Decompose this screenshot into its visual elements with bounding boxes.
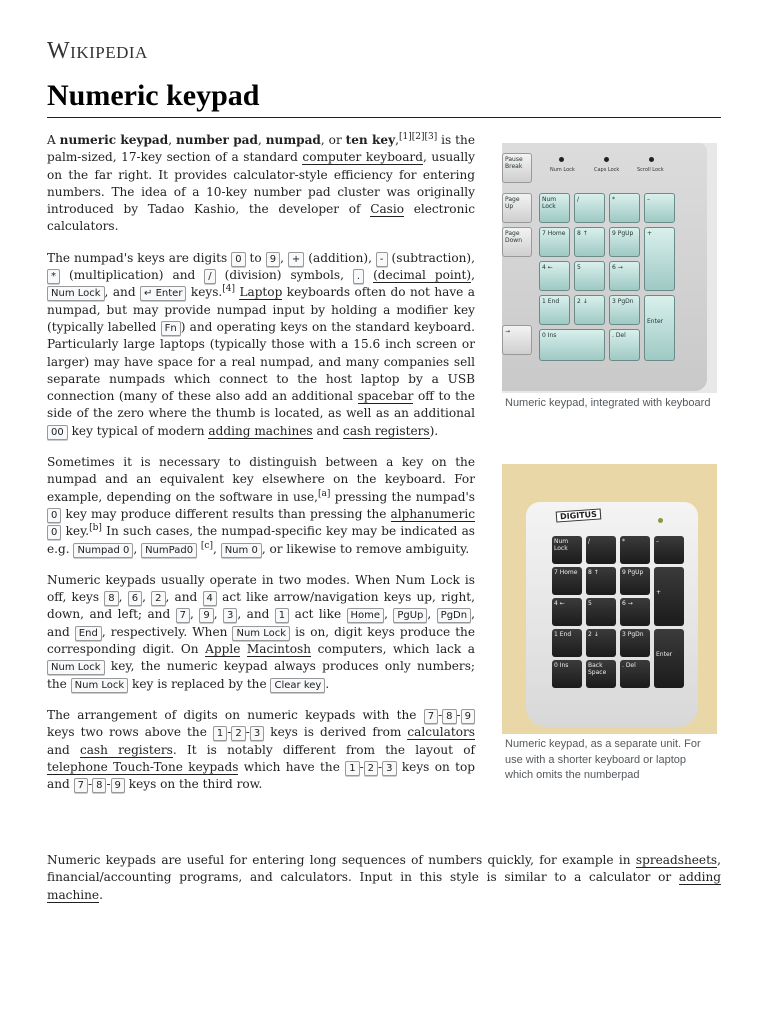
paragraph-uses: Numeric keypads are useful for entering long sequences of numbers quickly, for example in spreadsheets, financial/accounting programs, and calculators. Input in this style is similar to a calculator or adding machine. [47, 853, 721, 902]
article-body [47, 132, 475, 807]
link-calculators[interactable]: calculators [407, 725, 475, 740]
paragraph-ambiguity: Sometimes it is necessary to distinguish between a key on the numpad and an equivalent key elsewhere on the keyboard. For example, depending on the software in use,[a] pressing the numpad's 0 key may produce different results than pressing the alphanumeric 0 key.[b] In such cases, the numpad-specific key may be indicated as e.g. Numpad 0 , NumPad0 [c], Num 0 , or likewise to remove ambiguity. [47, 455, 475, 556]
key-8: 8 [442, 709, 456, 724]
key-minus: – [644, 193, 675, 223]
key-0: 0 [47, 508, 61, 523]
link-cash-registers[interactable]: cash registers [79, 742, 173, 757]
link-adding-machines[interactable]: adding machines [208, 423, 313, 438]
key-7: 7 [74, 778, 88, 793]
key-dot: . [353, 269, 364, 284]
led-label: Num Lock [550, 167, 575, 173]
key-7: 7 [176, 608, 190, 623]
key-slash: / [574, 193, 605, 223]
key-00: 00 [47, 425, 68, 440]
status-led [658, 518, 663, 523]
key-num-lock: Num Lock [47, 660, 105, 675]
key-star: * [47, 269, 60, 284]
key-0: 0 [47, 525, 61, 540]
reference-link[interactable]: [1][2][3] [399, 131, 438, 142]
key-star: * [609, 193, 640, 223]
key-pgdn: PgDn [437, 608, 471, 623]
key-8: 8 [92, 778, 106, 793]
link-laptop[interactable]: Laptop [239, 285, 283, 300]
link-cash-registers[interactable]: cash registers [343, 423, 430, 438]
key-numpad-0: Numpad 0 [73, 543, 133, 558]
key-7: 7 [424, 709, 438, 724]
key-4: 4 [203, 591, 217, 606]
key-minus: - [376, 252, 388, 267]
figure-caption: Numeric keypad, as a separate unit. For use with a shorter keyboard or laptop which omits the numberpad [505, 738, 701, 781]
key-num-lock: Num Lock [47, 286, 105, 301]
keyboard-photo[interactable] [502, 143, 717, 393]
key-8: 8 ↑ [586, 567, 616, 595]
key-plus: + [654, 567, 684, 626]
key-end: End [75, 626, 102, 641]
paragraph-keys: The numpad's keys are digits 0 to 9 , + (addition), - (subtraction), * (multiplication) and / (division) symbols, . (decimal point), Num Lock , and ↵ Enter keys.[4] Laptop keyboards often do not have a numpad, but may provide numpad input by holding a modifier key (typically labelled Fn ) and operating keys on the standard keyboard. Particularly large laptops (typically those with a 15.6 inch screen or larger) may have space for a real numpad, and many companies sell separate numpads which connect to the host laptop by a USB connection (many of these also add an additional spacebar off to the side of the zero where the thumb is located, as well as an additional 00 key typical of modern adding machines and cash registers). [47, 250, 475, 438]
key-enter: Enter [654, 629, 684, 688]
num-lock-led [559, 157, 564, 162]
key-backspace: Back Space [586, 660, 616, 688]
link-adding-machine[interactable]: adding machine [47, 870, 721, 902]
key-9: 9 PgUp [609, 227, 640, 257]
key-9: 9 [461, 709, 475, 724]
key-page-up: Page Up [502, 193, 532, 223]
key-8: 8 [104, 591, 118, 606]
key-1: 1 [213, 726, 227, 741]
key-5: 5 [574, 261, 605, 291]
page-title: Numeric keypad [47, 79, 260, 112]
led-label: Caps Lock [594, 167, 620, 173]
key-0: 0 Ins [539, 329, 605, 361]
key-numpad0: NumPad0 [141, 543, 197, 558]
note-link[interactable]: [a] [317, 488, 331, 499]
key-3: 3 PgDn [609, 295, 640, 325]
key-3: 3 [382, 761, 396, 776]
key-num-lock: Num Lock [552, 536, 582, 564]
key-0: 0 Ins [552, 660, 582, 688]
key-dot: . Del [620, 660, 650, 688]
key-2: 2 [364, 761, 378, 776]
key-3: 3 [250, 726, 264, 741]
key-num-0: Num 0 [221, 543, 262, 558]
key-star: * [620, 536, 650, 564]
key-pgup: PgUp [393, 608, 427, 623]
key-slash: / [204, 269, 215, 284]
key-clear: Clear key [270, 678, 325, 693]
key-2: 2 ↓ [574, 295, 605, 325]
key-minus: – [654, 536, 684, 564]
key-8: 8 ↑ [574, 227, 605, 257]
key-1: 1 [275, 608, 289, 623]
key-enter: ↵ Enter [140, 286, 186, 301]
key-6: 6 → [620, 598, 650, 626]
link-casio[interactable]: Casio [370, 202, 405, 217]
key-1: 1 End [539, 295, 570, 325]
paragraph-intro: A numeric keypad, number pad, numpad, or ten key,[1][2][3] is the palm-sized, 17-key section of a standard computer keyboard, usually on the far right. It provides calculator-style efficiency for entering numbers. The idea of a 10-key number pad cluster was originally introduced by Tadao Kashio, the developer of Casio electronic calculators. [47, 131, 475, 234]
keypad-photo[interactable] [502, 464, 717, 734]
key-6: 6 [128, 591, 142, 606]
key-3: 3 PgDn [620, 629, 650, 657]
key-2: 2 ↓ [586, 629, 616, 657]
link-spreadsheets[interactable]: spreadsheets [635, 853, 718, 867]
key-2: 2 [151, 591, 165, 606]
key-home: Home [347, 608, 385, 623]
key-9: 9 [199, 608, 213, 623]
key-2: 2 [231, 726, 245, 741]
link-computer-keyboard[interactable]: computer keyboard [302, 150, 423, 165]
key-slash: / [586, 536, 616, 564]
led-label: Scroll Lock [637, 167, 664, 173]
key-dot: . Del [609, 329, 640, 361]
key-arrow-right: → [502, 325, 532, 355]
key-num-lock: Num Lock [539, 193, 570, 223]
key-9: 9 [266, 252, 280, 267]
link-touch-tone[interactable]: telephone Touch-Tone keypads [47, 759, 239, 774]
caps-lock-led [604, 157, 609, 162]
figure-separate-keypad [502, 464, 717, 784]
figure-caption: Numeric keypad, integrated with keyboard [505, 397, 711, 409]
note-link[interactable]: [c] [200, 540, 213, 551]
paragraph-arrangement: The arrangement of digits on numeric keypads with the 7 - 8 - 9 keys two rows above the 1 - 2 - 3 keys is derived from calculators and cash registers. It is notably different from the layout of telephone Touch-Tone keypads which have the 1 - 2 - 3 keys on top and 7 - 8 - 9 keys on the third row. [47, 707, 476, 792]
note-link[interactable]: [b] [89, 523, 102, 534]
link-apple[interactable]: Apple [205, 642, 241, 657]
key-plus: + [288, 252, 304, 267]
scroll-lock-led [649, 157, 654, 162]
key-5: 5 [586, 598, 616, 626]
key-7: 7 Home [552, 567, 582, 595]
wikipedia-logo[interactable]: Wikipedia [47, 38, 148, 64]
link-alphanumeric[interactable]: alphanumeric [390, 506, 475, 521]
key-plus: + [644, 227, 675, 291]
figure-integrated-keyboard [502, 143, 717, 412]
key-1: 1 End [552, 629, 582, 657]
key-fn: Fn [161, 321, 181, 336]
key-num-lock: Num Lock [232, 626, 290, 641]
key-4: 4 ← [552, 598, 582, 626]
key-0: 0 [231, 252, 245, 267]
title-divider [47, 117, 721, 118]
key-9: 9 PgUp [620, 567, 650, 595]
key-pause: Pause Break [502, 153, 532, 183]
reference-link[interactable]: [4] [222, 284, 235, 295]
link-decimal-point[interactable]: (decimal point) [373, 268, 472, 283]
paragraph-modes: Numeric keypads usually operate in two modes. When Num Lock is off, keys 8 , 6 , 2 , and 4 act like arrow/navigation keys up, right, down, and left; and 7 , 9 , 3 , and 1 act like Home , PgUp , PgDn , and End , respectively. When Num Lock is on, digit keys produce the corresponding digit. On Apple Macintosh computers, which lack a Num Lock key, the numeric keypad always produces only numbers; the Num Lock key is replaced by the Clear key . [47, 572, 475, 691]
key-3: 3 [223, 608, 237, 623]
key-9: 9 [111, 778, 125, 793]
key-4: 4 ← [539, 261, 570, 291]
link-spacebar[interactable]: spacebar [357, 389, 414, 404]
key-enter: Enter [644, 295, 675, 361]
key-1: 1 [345, 761, 359, 776]
key-num-lock: Num Lock [71, 678, 129, 693]
key-page-down: Page Down [502, 227, 532, 257]
link-macintosh[interactable]: Macintosh [246, 642, 312, 657]
brand-logo: DIGITUS [556, 508, 602, 522]
key-7: 7 Home [539, 227, 570, 257]
key-6: 6 → [609, 261, 640, 291]
